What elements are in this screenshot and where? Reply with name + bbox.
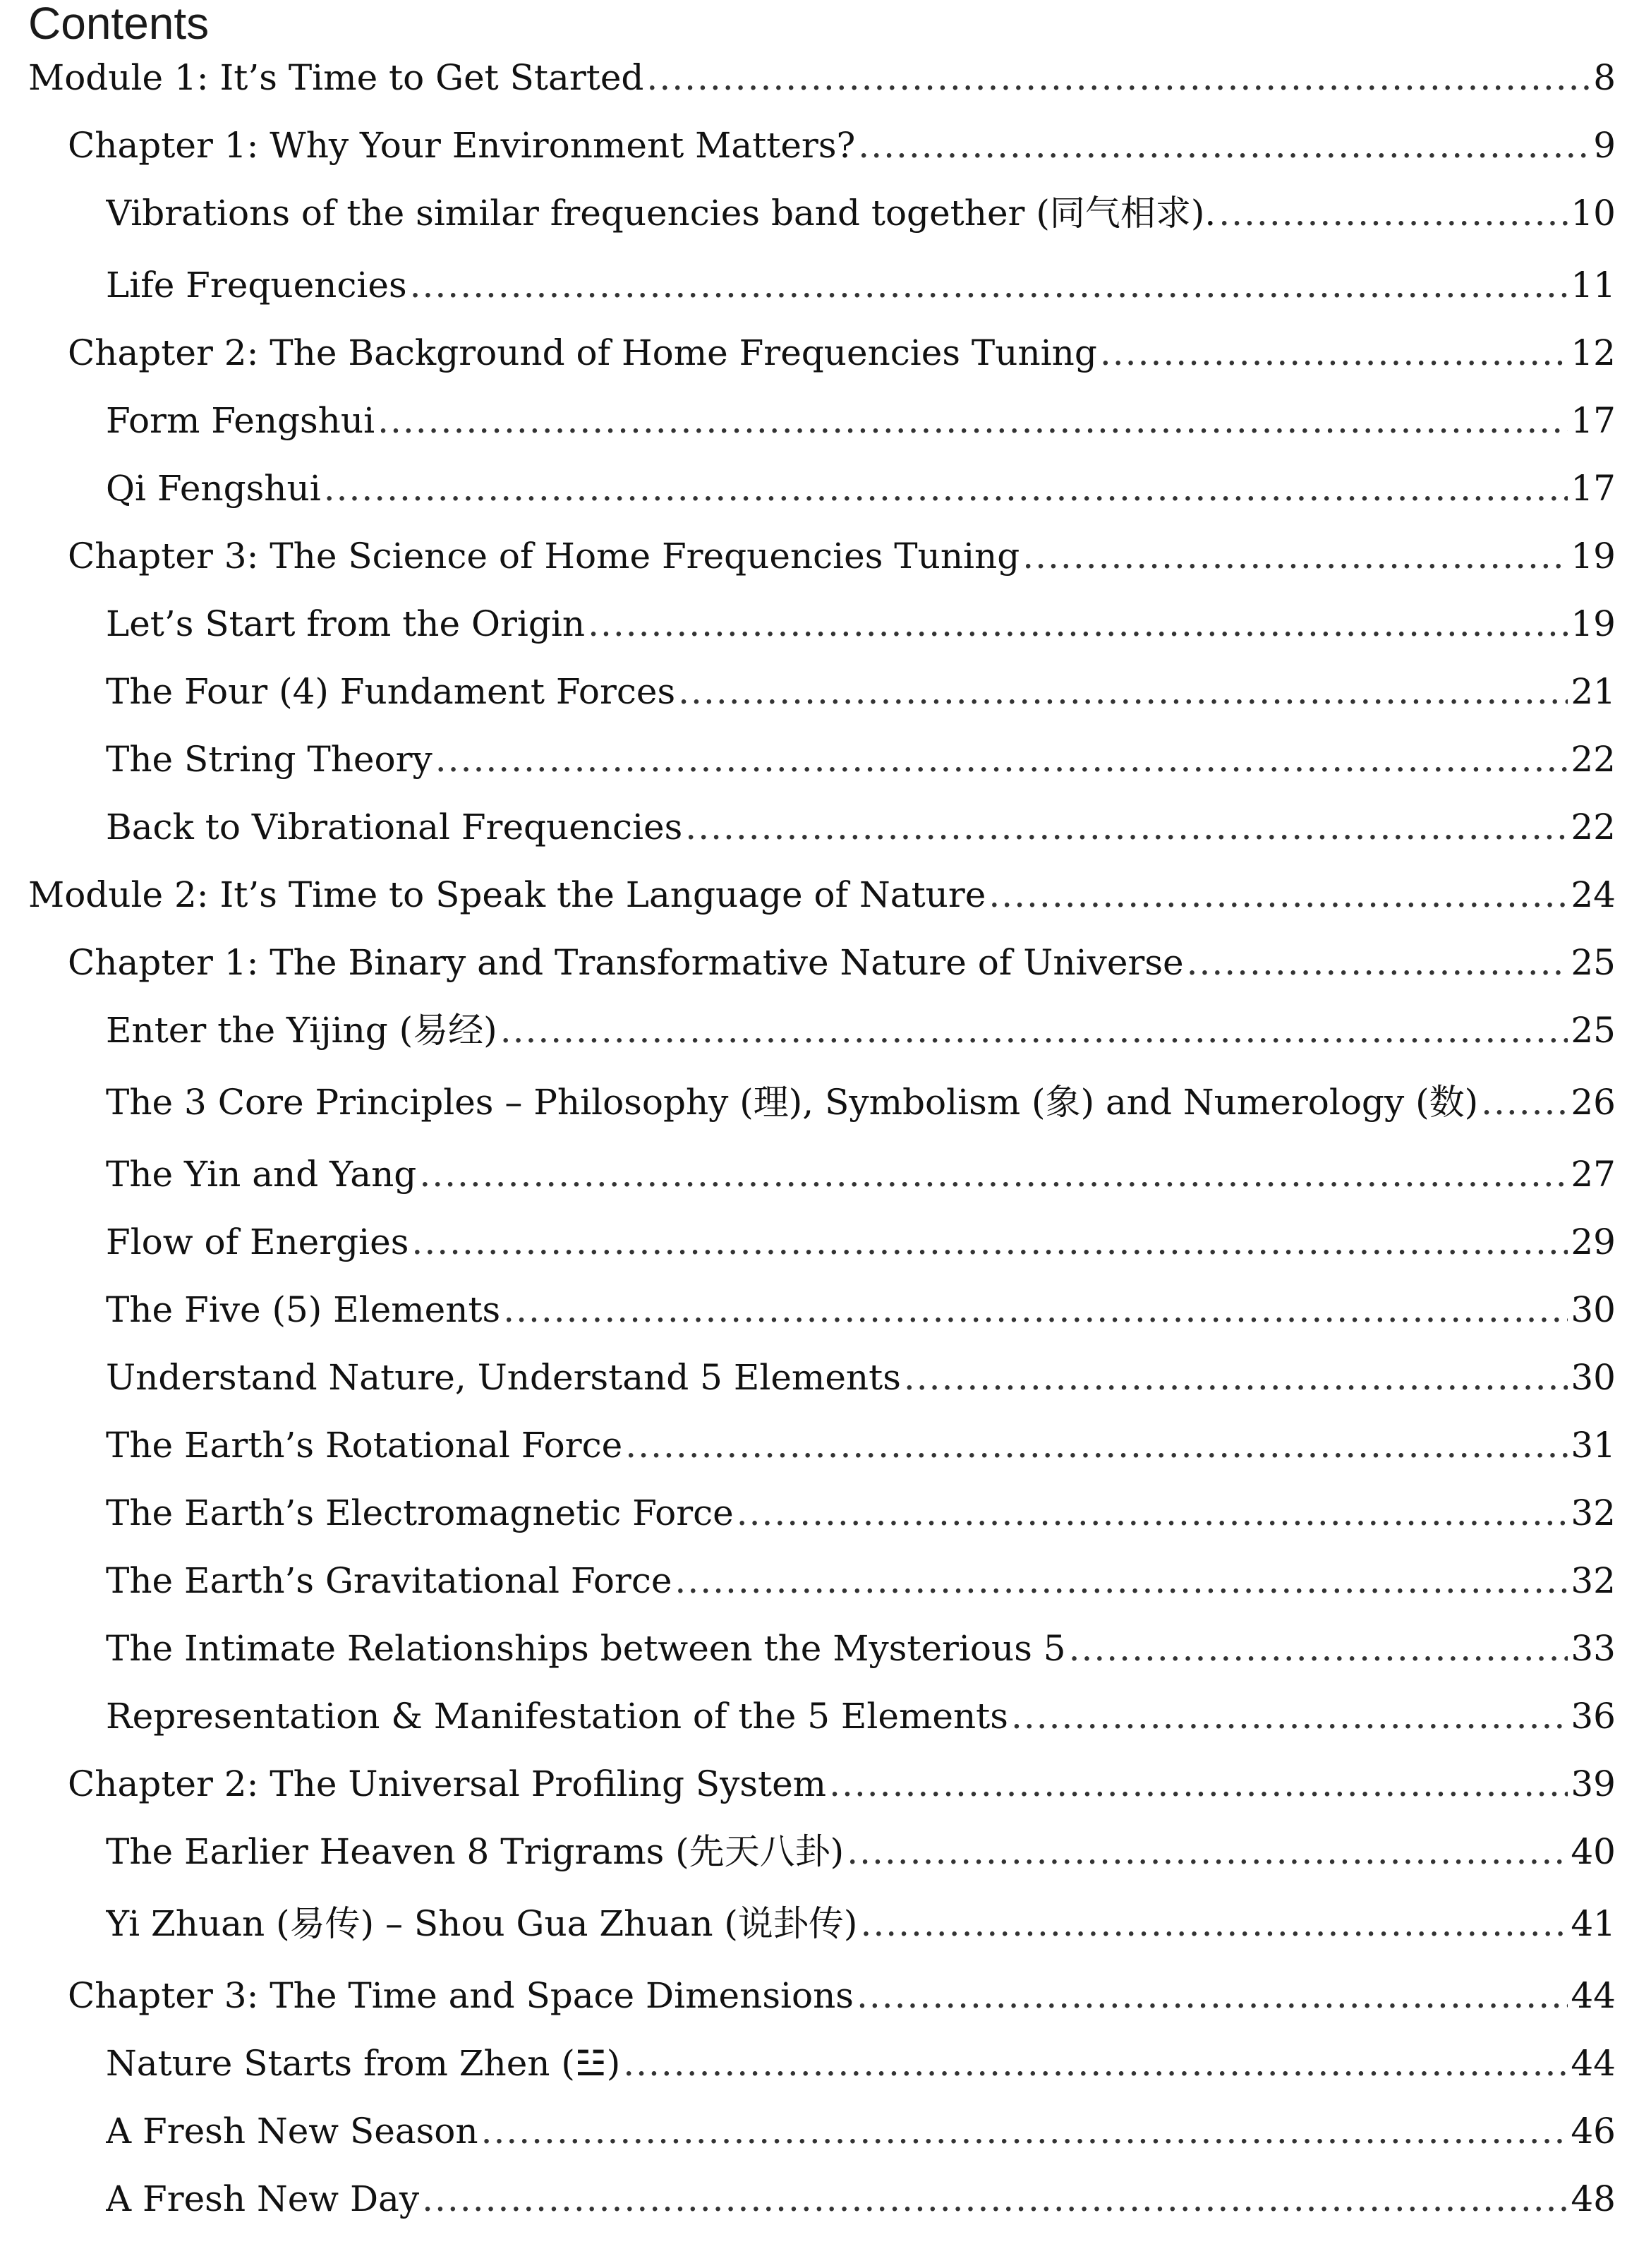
toc-entry-title: The Four (4) Fundament Forces	[106, 671, 676, 712]
toc-entry-title: A Fresh New Day	[106, 2178, 420, 2219]
toc-entry-page-number: 44	[1571, 2043, 1616, 2084]
toc-entry-title: Enter the Yijing (易经)	[106, 1010, 497, 1051]
toc-chapter-entry[interactable]	[0, 1763, 1616, 1805]
dot-leader	[988, 874, 1568, 916]
dot-leader	[1011, 1695, 1568, 1737]
dot-leader	[737, 1492, 1568, 1534]
dot-leader	[419, 1153, 1568, 1195]
toc-entry-title: Back to Vibrational Frequencies	[106, 807, 683, 848]
toc-section-entry[interactable]	[0, 806, 1616, 848]
toc-entry-page-number: 44	[1571, 1975, 1616, 2016]
toc-section-entry[interactable]	[0, 2042, 1616, 2085]
dot-leader	[377, 399, 1568, 442]
toc-entry-page-number: 12	[1571, 332, 1616, 373]
dot-leader	[625, 1424, 1568, 1466]
dot-leader	[481, 2110, 1568, 2152]
dot-leader	[503, 1289, 1568, 1331]
toc-chapter-entry[interactable]	[0, 124, 1616, 167]
toc-entry-page-number: 30	[1571, 1357, 1616, 1398]
toc-entry-page-number: 9	[1593, 125, 1616, 166]
toc-section-entry[interactable]	[0, 1081, 1616, 1123]
toc-entry-title: Chapter 1: Why Your Environment Matters?	[68, 125, 856, 166]
dot-leader	[435, 738, 1568, 780]
dot-leader	[857, 1974, 1568, 2017]
toc-module-entry[interactable]	[0, 874, 1616, 916]
toc-entry-page-number: 40	[1571, 1831, 1616, 1872]
dot-leader	[411, 1221, 1568, 1263]
toc-entry-page-number: 32	[1571, 1492, 1616, 1533]
toc-entry-page-number: 25	[1571, 942, 1616, 983]
dot-leader	[1481, 1081, 1568, 1123]
toc-section-entry[interactable]	[0, 1492, 1616, 1534]
dot-leader	[646, 56, 1590, 99]
toc-section-entry[interactable]	[0, 192, 1616, 234]
toc-entry-title: The Earlier Heaven 8 Trigrams (先天八卦)	[106, 1831, 845, 1872]
toc-entry-page-number: 22	[1571, 739, 1616, 780]
toc-entry-page-number: 24	[1571, 874, 1616, 915]
dot-leader	[678, 670, 1568, 713]
toc-entry-page-number: 17	[1571, 400, 1616, 441]
toc-entry-title: Representation & Manifestation of the 5 Elements	[106, 1696, 1008, 1737]
toc-entry-title: Let’s Start from the Origin	[106, 603, 586, 644]
toc-entry-title: The Intimate Relationships between the Mysterious 5	[106, 1628, 1066, 1669]
dot-leader	[1069, 1627, 1568, 1670]
toc-entry-title: Chapter 3: The Time and Space Dimensions	[68, 1975, 854, 2016]
toc-section-entry[interactable]	[0, 738, 1616, 780]
dot-leader	[847, 1830, 1568, 1873]
toc-entry-page-number: 17	[1571, 468, 1616, 509]
toc-entry-page-number: 39	[1571, 1763, 1616, 1804]
toc-section-entry[interactable]	[0, 1289, 1616, 1331]
dot-leader	[860, 1902, 1568, 1945]
toc-section-entry[interactable]	[0, 1830, 1616, 1873]
toc-section-entry[interactable]	[0, 1009, 1616, 1051]
toc-chapter-entry[interactable]	[0, 1974, 1616, 2017]
toc-section-entry[interactable]	[0, 1902, 1616, 1945]
dot-leader	[1022, 535, 1568, 577]
toc-entry-page-number: 27	[1571, 1154, 1616, 1195]
toc-entry-page-number: 22	[1571, 807, 1616, 848]
toc-section-entry[interactable]	[0, 467, 1616, 509]
dot-leader	[422, 2178, 1568, 2220]
toc-section-entry[interactable]	[0, 2110, 1616, 2152]
toc-section-entry[interactable]	[0, 603, 1616, 645]
toc-entry-page-number: 8	[1593, 57, 1616, 98]
toc-section-entry[interactable]	[0, 399, 1616, 442]
toc-chapter-entry[interactable]	[0, 332, 1616, 374]
toc-entry-title: The Five (5) Elements	[106, 1289, 501, 1330]
dot-leader	[500, 1009, 1568, 1051]
toc-entry-page-number: 10	[1571, 193, 1616, 234]
toc-entry-page-number: 21	[1571, 671, 1616, 712]
toc-entry-page-number: 48	[1571, 2178, 1616, 2219]
toc-entry-title: A Fresh New Season	[106, 2111, 478, 2152]
toc-entry-title: The 3 Core Principles – Philosophy (理), Symbolism (象) and Numerology (数)	[106, 1082, 1479, 1123]
toc-entry-title: Yi Zhuan (易传) – Shou Gua Zhuan (说卦传)	[106, 1903, 858, 1944]
toc-entry-title: The String Theory	[106, 739, 433, 780]
toc-entry-page-number: 26	[1571, 1082, 1616, 1123]
page-title: Contents	[28, 0, 210, 49]
toc-section-entry[interactable]	[0, 1627, 1616, 1670]
dot-leader	[1187, 941, 1568, 984]
toc-entry-title: Qi Fengshui	[106, 468, 321, 509]
dot-leader	[324, 467, 1568, 509]
toc-section-entry[interactable]	[0, 1153, 1616, 1195]
toc-entry-title: Chapter 1: The Binary and Transformative Nature of Universe	[68, 942, 1184, 983]
toc-entry-title: Chapter 2: The Universal Profiling System	[68, 1763, 827, 1804]
toc-entry-page-number: 29	[1571, 1222, 1616, 1262]
toc-section-entry[interactable]	[0, 1221, 1616, 1263]
toc-chapter-entry[interactable]	[0, 535, 1616, 577]
toc-entry-title: Module 2: It’s Time to Speak the Language of Nature	[28, 874, 986, 915]
toc-entry-page-number: 46	[1571, 2111, 1616, 2152]
toc-module-entry[interactable]	[0, 56, 1616, 99]
toc-section-entry[interactable]	[0, 1695, 1616, 1737]
toc-section-entry[interactable]	[0, 264, 1616, 306]
toc-entry-title: Chapter 3: The Science of Home Frequencies Tuning	[68, 536, 1020, 577]
toc-entry-title: The Yin and Yang	[106, 1154, 417, 1195]
toc-section-entry[interactable]	[0, 1560, 1616, 1602]
dot-leader	[410, 264, 1568, 306]
dot-leader	[675, 1560, 1568, 1602]
dot-leader	[623, 2042, 1568, 2085]
dot-leader	[904, 1356, 1568, 1399]
toc-entry-page-number: 30	[1571, 1289, 1616, 1330]
toc-entry-page-number: 31	[1571, 1425, 1616, 1466]
toc-section-entry[interactable]	[0, 1424, 1616, 1466]
toc-chapter-entry[interactable]	[0, 941, 1616, 984]
dot-leader	[685, 806, 1568, 848]
dot-leader	[588, 603, 1568, 645]
toc-section-entry[interactable]	[0, 670, 1616, 713]
toc-entry-page-number: 36	[1571, 1696, 1616, 1737]
dot-leader	[829, 1763, 1568, 1805]
toc-entry-title: The Earth’s Electromagnetic Force	[106, 1492, 734, 1533]
toc-entry-page-number: 19	[1571, 536, 1616, 577]
toc-entry-page-number: 19	[1571, 603, 1616, 644]
toc-entry-title: Nature Starts from Zhen (☳)	[106, 2043, 621, 2084]
dot-leader	[1218, 192, 1568, 234]
dot-leader	[1100, 332, 1568, 374]
toc-entry-page-number: 32	[1571, 1560, 1616, 1601]
toc-entry-title: Form Fengshui	[106, 400, 375, 441]
toc-entry-page-number: 33	[1571, 1628, 1616, 1669]
toc-entry-title: Chapter 2: The Background of Home Frequencies Tuning	[68, 332, 1097, 373]
toc-entry-page-number: 41	[1571, 1903, 1616, 1944]
toc-entry-title: Vibrations of the similar frequencies band together (同气相求).	[106, 193, 1216, 234]
toc-entry-page-number: 11	[1571, 265, 1616, 306]
toc-entry-page-number: 25	[1571, 1010, 1616, 1051]
toc-section-entry[interactable]	[0, 2178, 1616, 2220]
toc-entry-title: Module 1: It’s Time to Get Started	[28, 57, 644, 98]
toc-entry-title: The Earth’s Gravitational Force	[106, 1560, 672, 1601]
toc-section-entry[interactable]	[0, 1356, 1616, 1399]
toc-entry-title: Understand Nature, Understand 5 Elements	[106, 1357, 901, 1398]
toc-entry-title: The Earth’s Rotational Force	[106, 1425, 623, 1466]
toc-entry-title: Life Frequencies	[106, 265, 407, 306]
dot-leader	[858, 124, 1590, 167]
toc-entry-title: Flow of Energies	[106, 1222, 409, 1262]
